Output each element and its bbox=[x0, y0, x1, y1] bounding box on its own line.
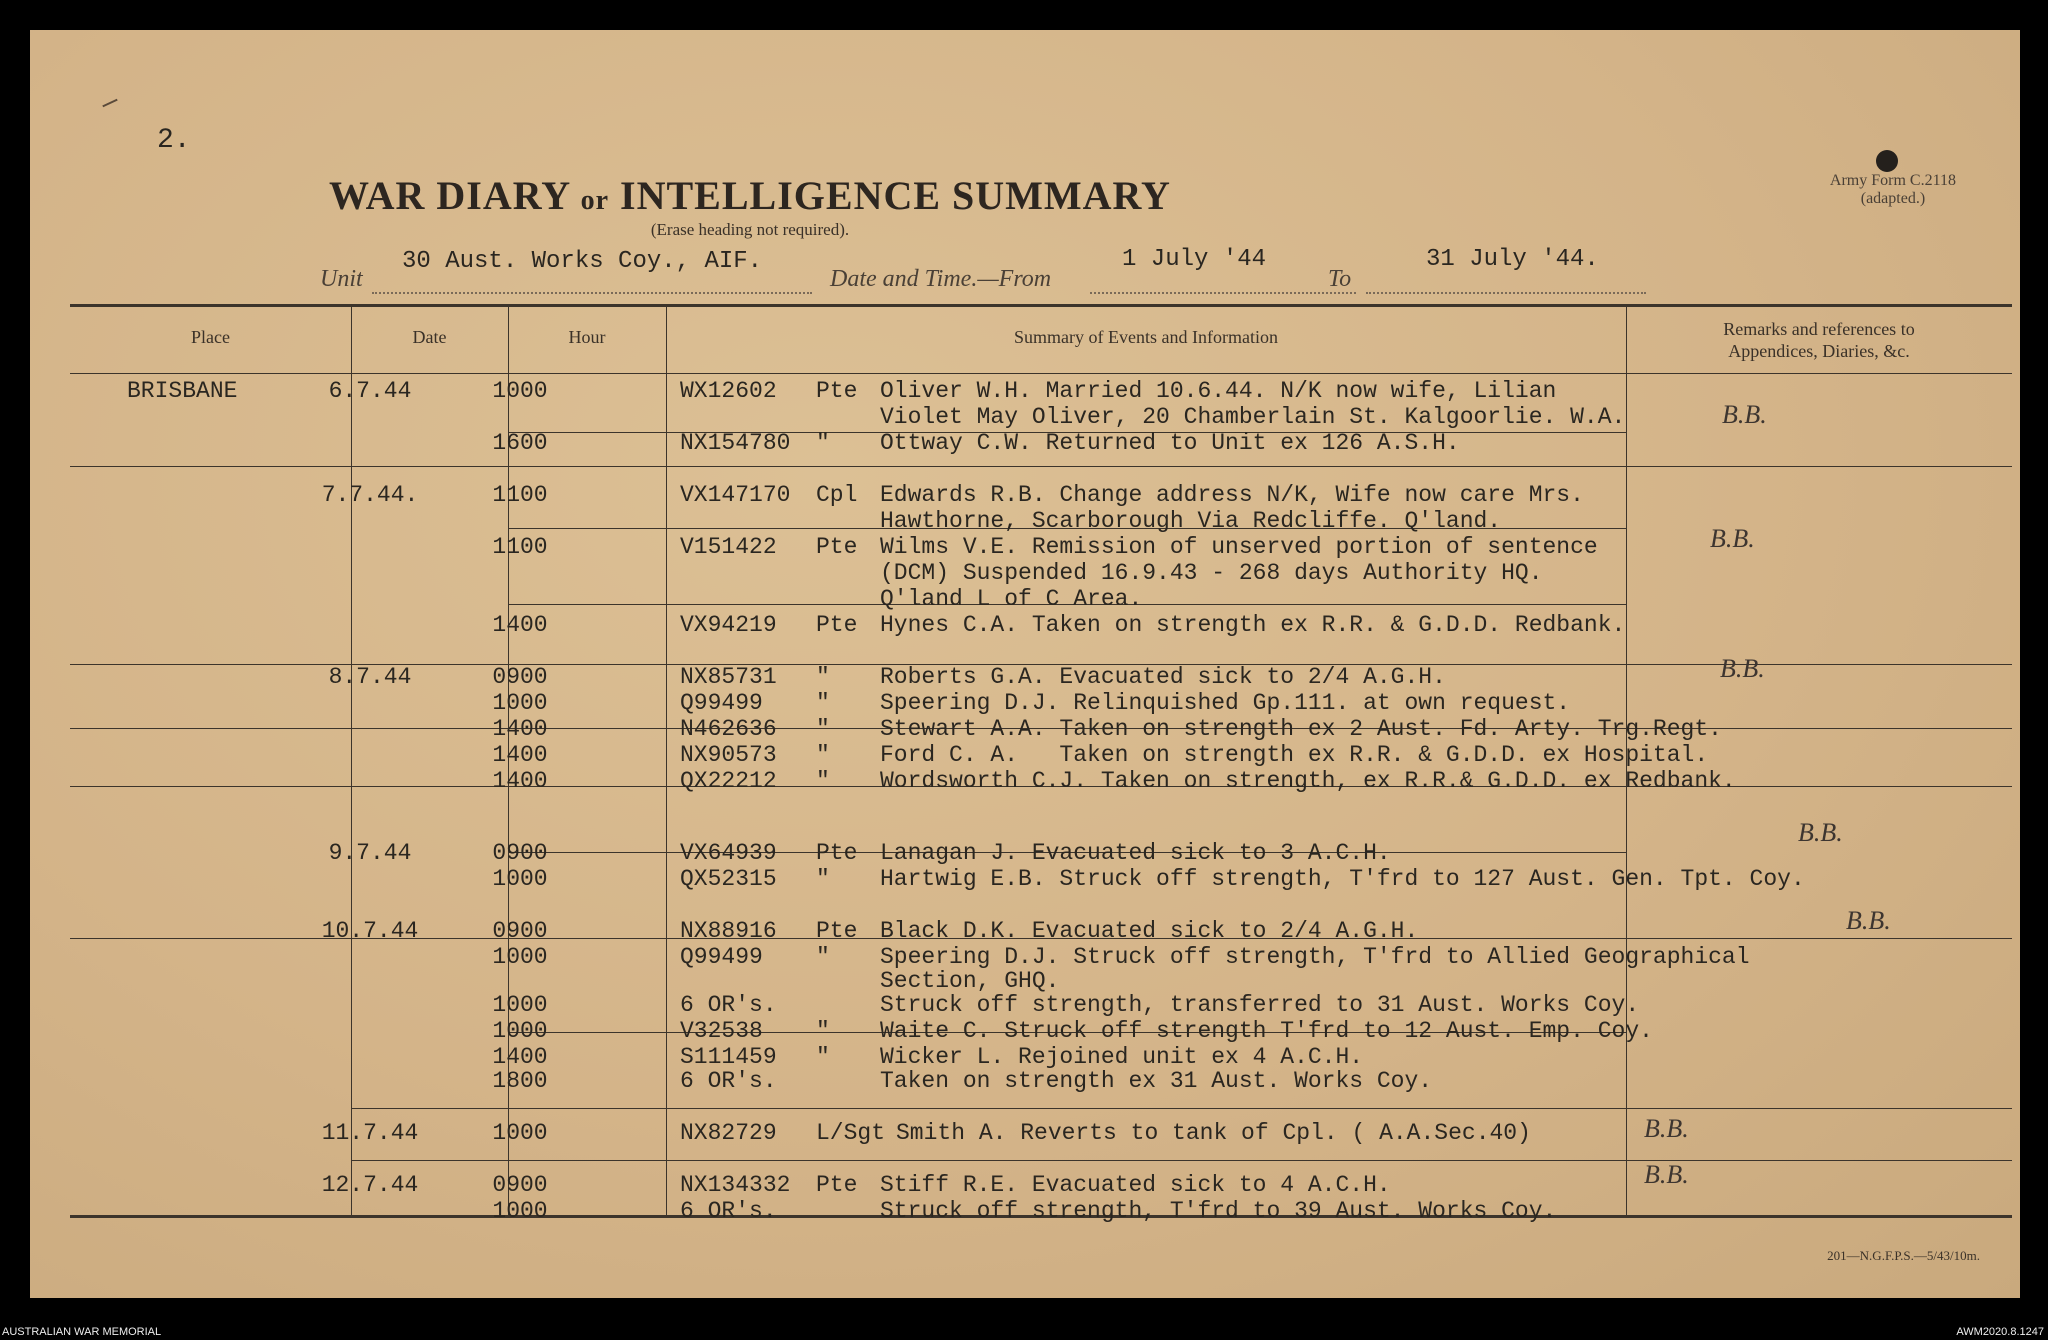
summary-cell: Hynes C.A. Taken on strength ex R.R. & G.D.D. Redbank. bbox=[880, 612, 1626, 638]
form-note: (adapted.) bbox=[1860, 190, 1926, 207]
reg-number-cell: NX134332 bbox=[680, 1172, 791, 1198]
rank-cell: " bbox=[816, 1044, 830, 1070]
reg-number-cell: VX64939 bbox=[680, 840, 777, 866]
summary-cell: Hawthorne, Scarborough Via Redcliffe. Q'land. bbox=[880, 508, 1502, 534]
date-cell: 6.7.44 bbox=[328, 378, 412, 404]
rank-cell: Pte bbox=[816, 1172, 858, 1198]
rank-cell: " bbox=[816, 768, 830, 794]
table-top-rule bbox=[70, 304, 2012, 307]
unit-label: Unit bbox=[320, 266, 363, 292]
to-value: 31 July '44. bbox=[1426, 246, 1599, 273]
summary-cell: Oliver W.H. Married 10.6.44. N/K now wife, Lilian bbox=[880, 378, 1557, 404]
hour-cell: 1400 bbox=[492, 768, 548, 794]
rank-cell: " bbox=[816, 742, 830, 768]
date-cell: 7.7.44. bbox=[321, 482, 419, 508]
reg-number-cell: V32538 bbox=[680, 1018, 763, 1044]
hour-cell: 1000 bbox=[492, 992, 548, 1018]
rank-cell: " bbox=[816, 664, 830, 690]
rank-cell: Cpl bbox=[816, 482, 858, 508]
summary-cell: Waite C. Struck off strength T'frd to 12 Aust. Emp. Coy. bbox=[880, 1018, 1653, 1044]
hour-cell: 1400 bbox=[492, 1044, 548, 1070]
reg-number-cell: QX52315 bbox=[680, 866, 777, 892]
initials-mark: B.B. bbox=[1722, 400, 1767, 429]
summary-cell: Violet May Oliver, 20 Chamberlain St. Kalgoorlie. W.A. bbox=[880, 404, 1626, 430]
hour-cell: 1000 bbox=[492, 866, 548, 892]
summary-cell: Roberts G.A. Evacuated sick to 2/4 A.G.H. bbox=[880, 664, 1446, 690]
form-subtitle: (Erase heading not required). bbox=[650, 220, 850, 239]
reg-number-cell: N462636 bbox=[680, 716, 777, 742]
hour-cell: 0900 bbox=[492, 1172, 548, 1198]
hour-cell: 1000 bbox=[492, 944, 548, 970]
rank-cell: Pte bbox=[816, 918, 858, 944]
date-cell: 10.7.44 bbox=[321, 918, 419, 944]
col-divider-hour bbox=[666, 307, 667, 1215]
archive-credit: AUSTRALIAN WAR MEMORIAL bbox=[2, 1326, 162, 1338]
army-form-number bbox=[1830, 172, 1956, 208]
summary-cell: Hartwig E.B. Struck off strength, T'frd to 127 Aust. Gen. Tpt. Coy. bbox=[880, 866, 1805, 892]
hour-cell: 1100 bbox=[492, 482, 548, 508]
summary-cell: Wilms V.E. Remission of unserved portion of sentence bbox=[880, 534, 1598, 560]
reg-number-cell: 6 OR's. bbox=[680, 1068, 777, 1094]
rank-cell: " bbox=[816, 690, 830, 716]
reg-number-cell: Q99499 bbox=[680, 944, 763, 970]
title-or: or bbox=[580, 185, 610, 216]
hour-cell: 1000 bbox=[492, 378, 548, 404]
rank-cell: Pte bbox=[816, 612, 858, 638]
summary-cell: Speering D.J. Relinquished Gp.111. at own request. bbox=[880, 690, 1571, 716]
summary-cell: Stiff R.E. Evacuated sick to 4 A.C.H. bbox=[880, 1172, 1391, 1198]
rank-cell: Pte bbox=[816, 378, 858, 404]
reg-number-cell: 6 OR's. bbox=[680, 1198, 777, 1224]
form-number: Army Form C.2118 bbox=[1829, 172, 1956, 189]
rank-cell: L/Sgt bbox=[816, 1120, 886, 1146]
hour-cell: 0900 bbox=[492, 918, 548, 944]
printer-imprint: 201—N.G.F.P.S.—5/43/10m. bbox=[1827, 1248, 1980, 1263]
initials-mark: B.B. bbox=[1846, 906, 1891, 935]
header-hour: Hour bbox=[568, 327, 606, 347]
hour-cell: 0900 bbox=[492, 664, 548, 690]
header-remarks-line1: Remarks and references to bbox=[1723, 319, 1915, 339]
from-value: 1 July '44 bbox=[1122, 246, 1267, 273]
title-part-2: INTELLIGENCE SUMMARY bbox=[620, 173, 1171, 218]
summary-cell: Struck off strength, T'frd to 39 Aust. Works Coy. bbox=[880, 1198, 1557, 1224]
header-bottom-rule bbox=[70, 373, 2012, 374]
summary-cell: Edwards R.B. Change address N/K, Wife now care Mrs. bbox=[880, 482, 1584, 508]
entry-separator bbox=[351, 1108, 2012, 1109]
entry-separator bbox=[70, 466, 2012, 467]
form-title bbox=[30, 172, 1470, 219]
col-divider-place bbox=[351, 307, 352, 1215]
hour-cell: 1400 bbox=[492, 716, 548, 742]
summary-cell: Taken on strength ex 31 Aust. Works Coy. bbox=[880, 1068, 1433, 1094]
hour-cell: 1600 bbox=[492, 430, 548, 456]
reg-number-cell: NX82729 bbox=[680, 1120, 777, 1146]
reg-number-cell: QX22212 bbox=[680, 768, 777, 794]
summary-cell: Ottway C.W. Returned to Unit ex 126 A.S.H. bbox=[880, 430, 1460, 456]
reg-number-cell: NX85731 bbox=[680, 664, 777, 690]
reg-number-cell: NX154780 bbox=[680, 430, 791, 456]
unit-dotted-line bbox=[372, 292, 812, 294]
header-date: Date bbox=[412, 327, 447, 347]
rank-cell: " bbox=[816, 944, 830, 970]
summary-cell: Speering D.J. Struck off strength, T'frd to Allied Geographical bbox=[880, 944, 1750, 970]
reg-number-cell: VX147170 bbox=[680, 482, 791, 508]
hour-cell: 1000 bbox=[492, 1198, 548, 1224]
date-cell: 8.7.44 bbox=[328, 664, 412, 690]
title-part-1: WAR DIARY bbox=[329, 173, 570, 218]
summary-cell: Q'land L of C Area. bbox=[880, 586, 1143, 612]
reg-number-cell: V151422 bbox=[680, 534, 777, 560]
summary-cell: Wordsworth C.J. Taken on strength, ex R.R.& G.D.D. ex Redbank. bbox=[880, 768, 1736, 794]
summary-cell: Struck off strength, transferred to 31 Aust. Works Coy. bbox=[880, 992, 1640, 1018]
hour-cell: 1000 bbox=[492, 1120, 548, 1146]
document-sheet bbox=[30, 30, 2020, 1298]
summary-cell: Section, GHQ. bbox=[880, 968, 1060, 994]
reg-number-cell: NX88916 bbox=[680, 918, 777, 944]
reg-number-cell: NX90573 bbox=[680, 742, 777, 768]
reg-number-cell: 6 OR's. bbox=[680, 992, 777, 1018]
summary-cell: Smith A. Reverts to tank of Cpl. ( A.A.Sec.40) bbox=[896, 1120, 1531, 1146]
to-label: To bbox=[1328, 266, 1352, 292]
hour-cell: 1000 bbox=[492, 690, 548, 716]
rank-cell: " bbox=[816, 716, 830, 742]
pen-mark bbox=[102, 99, 117, 108]
initials-mark: B.B. bbox=[1644, 1160, 1689, 1189]
date-cell: 9.7.44 bbox=[328, 840, 412, 866]
page-number: 2. bbox=[157, 125, 191, 156]
entry-separator bbox=[351, 1160, 2012, 1161]
summary-cell: Lanagan J. Evacuated sick to 3 A.C.H. bbox=[880, 840, 1391, 866]
initials-mark: B.B. bbox=[1720, 654, 1765, 683]
summary-cell: (DCM) Suspended 16.9.43 - 268 days Authority HQ. bbox=[880, 560, 1543, 586]
rank-cell: Pte bbox=[816, 840, 858, 866]
hour-cell: 1100 bbox=[492, 534, 548, 560]
initials-mark: B.B. bbox=[1644, 1114, 1689, 1143]
rank-cell: " bbox=[816, 866, 830, 892]
header-remarks-line2: Appendices, Diaries, &c. bbox=[1728, 341, 1910, 361]
hour-cell: 1400 bbox=[492, 742, 548, 768]
date-cell: 12.7.44 bbox=[321, 1172, 419, 1198]
reg-number-cell: VX94219 bbox=[680, 612, 777, 638]
hour-cell: 0900 bbox=[492, 840, 548, 866]
rank-cell: Pte bbox=[816, 534, 858, 560]
hour-cell: 1400 bbox=[492, 612, 548, 638]
hour-cell: 1800 bbox=[492, 1068, 548, 1094]
header-summary: Summary of Events and Information bbox=[1014, 327, 1278, 347]
initials-mark: B.B. bbox=[1710, 524, 1755, 553]
date-label: Date and Time.—From bbox=[830, 266, 1052, 292]
summary-cell: Stewart A.A. Taken on strength ex 2 Aust. Fd. Arty. Trg.Regt. bbox=[880, 716, 1722, 742]
place-cell: BRISBANE bbox=[127, 378, 238, 404]
from-dotted-line bbox=[1090, 292, 1356, 294]
date-cell: 11.7.44 bbox=[321, 1120, 419, 1146]
summary-cell: Wicker L. Rejoined unit ex 4 A.C.H. bbox=[880, 1044, 1364, 1070]
reg-number-cell: Q99499 bbox=[680, 690, 763, 716]
summary-cell: Black D.K. Evacuated sick to 2/4 A.G.H. bbox=[880, 918, 1419, 944]
header-remarks bbox=[1626, 318, 2012, 362]
rank-cell: " bbox=[816, 430, 830, 456]
ink-blot bbox=[1876, 150, 1898, 172]
initials-mark: B.B. bbox=[1798, 818, 1843, 847]
rank-cell: " bbox=[816, 1018, 830, 1044]
reg-number-cell: S111459 bbox=[680, 1044, 777, 1070]
summary-cell: Ford C. A. Taken on strength ex R.R. & G.D.D. ex Hospital. bbox=[880, 742, 1709, 768]
header-place: Place bbox=[191, 327, 230, 347]
to-dotted-line bbox=[1366, 292, 1646, 294]
reg-number-cell: WX12602 bbox=[680, 378, 777, 404]
hour-cell: 1000 bbox=[492, 1018, 548, 1044]
archive-reference: AWM2020.8.1247 bbox=[1956, 1326, 2044, 1338]
unit-value: 30 Aust. Works Coy., AIF. bbox=[402, 248, 763, 275]
